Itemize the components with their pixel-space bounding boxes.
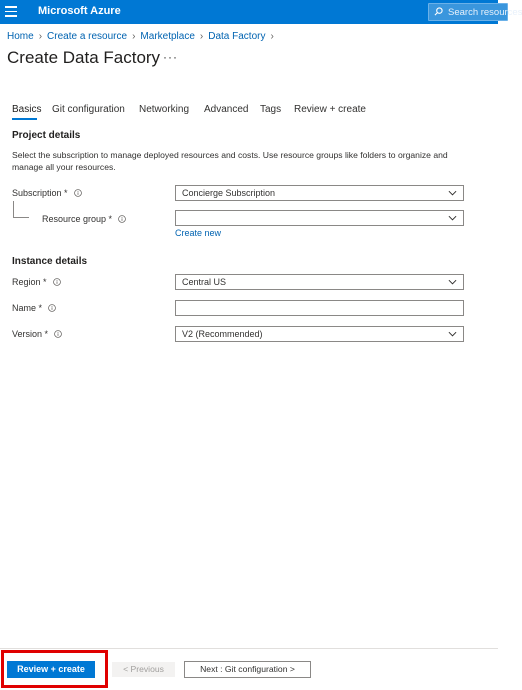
chevron-down-icon [448, 189, 457, 197]
project-details-description: Select the subscription to manage deployed resources and costs. Use resource groups like folders to organize and manage all your resources. [12, 150, 448, 172]
project-details-heading: Project details [12, 130, 81, 141]
info-icon[interactable] [118, 215, 126, 223]
review-create-button[interactable]: Review + create [7, 661, 95, 678]
breadcrumb-home[interactable]: Home [7, 31, 34, 42]
chevron-down-icon [448, 330, 457, 338]
top-bar [0, 0, 522, 24]
subscription-label-text: Subscription * [12, 188, 68, 198]
search-placeholder: Search resources [448, 7, 522, 18]
subscription-dropdown[interactable] [175, 185, 464, 201]
previous-button[interactable]: < Previous [112, 662, 175, 677]
active-tab-indicator [12, 118, 37, 120]
breadcrumb-marketplace[interactable]: Marketplace [140, 31, 195, 42]
name-label [12, 303, 56, 313]
info-icon[interactable] [53, 278, 61, 286]
version-label [12, 329, 62, 339]
hierarchy-connector [13, 201, 29, 218]
chevron-right-icon: › [270, 31, 274, 42]
instance-details-heading: Instance details [12, 256, 88, 267]
name-input[interactable] [175, 300, 464, 316]
tab-basics[interactable]: Basics [12, 104, 42, 115]
resource-group-label [42, 214, 126, 224]
chevron-down-icon [448, 214, 457, 222]
tab-git-configuration[interactable]: Git configuration [52, 104, 125, 115]
search-box[interactable] [428, 3, 522, 21]
chevron-right-icon: › [132, 31, 136, 42]
breadcrumb [7, 31, 279, 42]
resource-group-label-text: Resource group * [42, 214, 113, 224]
version-value: V2 (Recommended) [182, 329, 263, 339]
breadcrumb-data-factory[interactable]: Data Factory [208, 31, 266, 42]
tab-tags[interactable]: Tags [260, 104, 282, 115]
next-git-configuration-button[interactable]: Next : Git configuration > [184, 661, 311, 678]
brand-title[interactable]: Microsoft Azure [38, 5, 121, 17]
region-dropdown[interactable] [175, 274, 464, 290]
search-icon [434, 7, 443, 16]
version-dropdown[interactable] [175, 326, 464, 342]
version-label-text: Version * [12, 329, 49, 339]
info-icon[interactable] [74, 189, 82, 197]
chevron-right-icon: › [199, 31, 204, 42]
hamburger-menu-icon[interactable] [5, 6, 17, 18]
more-options-icon[interactable]: ··· [163, 50, 178, 64]
tab-review-create[interactable]: Review + create [294, 104, 366, 115]
tab-advanced[interactable]: Advanced [204, 104, 249, 115]
subscription-value: Concierge Subscription [182, 188, 276, 198]
breadcrumb-create-resource[interactable]: Create a resource [47, 31, 128, 42]
chevron-right-icon: › [38, 31, 43, 42]
info-icon[interactable] [54, 330, 62, 338]
region-value: Central US [182, 277, 227, 287]
region-label [12, 277, 61, 287]
name-label-text: Name * [12, 303, 43, 313]
subscription-label [12, 188, 82, 198]
create-new-link[interactable]: Create new [175, 228, 222, 238]
region-label-text: Region * [12, 277, 47, 287]
resource-group-dropdown[interactable] [175, 210, 464, 226]
page-title: Create Data Factory [7, 48, 161, 67]
tab-networking[interactable]: Networking [139, 104, 190, 115]
footer-divider [0, 648, 498, 649]
chevron-down-icon [448, 278, 457, 286]
info-icon[interactable] [48, 304, 56, 312]
